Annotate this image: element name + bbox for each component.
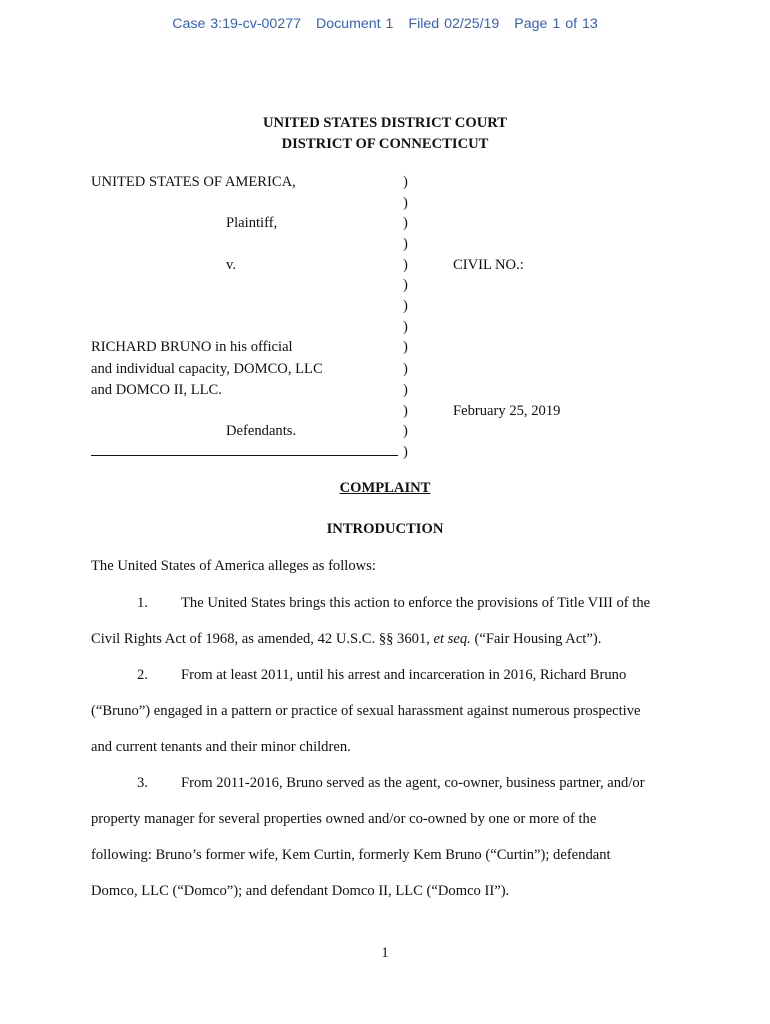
paragraph-3-line-4: Domco, LLC (“Domco”); and defendant Domco II, LLC (“Domco II”). <box>91 883 510 899</box>
caption-paren: ) <box>403 174 408 190</box>
civil-number-label: CIVIL NO.: <box>453 257 524 273</box>
paragraph-1-line-2 <box>91 630 601 648</box>
caption-paren: ) <box>403 257 408 273</box>
court-district: DISTRICT OF CONNECTICUT <box>281 136 489 152</box>
caption-paren: ) <box>403 403 408 419</box>
paragraph-number: 1. <box>137 595 148 611</box>
caption-paren: ) <box>403 277 408 293</box>
paragraph-2-line-3: and current tenants and their minor children. <box>91 739 351 755</box>
caption-paren: ) <box>403 423 408 439</box>
caption-paren: ) <box>403 319 408 335</box>
defendant-role: Defendants. <box>226 423 297 439</box>
caption-paren: ) <box>403 236 408 252</box>
ecf-document-number: Document 1 <box>315 16 394 32</box>
paragraph-1-text-end: (“Fair Housing Act”). <box>470 631 602 647</box>
defendant-line-1: RICHARD BRUNO in his official <box>91 339 293 355</box>
complaint-title <box>0 480 770 497</box>
ecf-case-number: Case 3:19-cv-00277 <box>172 16 301 32</box>
paragraph-number: 3. <box>137 775 148 791</box>
caption-paren: ) <box>403 298 408 314</box>
paragraph-3-line-2: property manager for several properties owned and/or co-owned by one or more of the <box>91 811 597 827</box>
caption-paren: ) <box>403 339 408 355</box>
court-name: UNITED STATES DISTRICT COURT <box>262 115 507 131</box>
caption-paren: ) <box>403 215 408 231</box>
paragraph-number: 2. <box>137 667 148 683</box>
defendant-line-2: and individual capacity, DOMCO, LLC <box>91 361 323 377</box>
et-seq-italic: et seq. <box>433 631 471 647</box>
complaint-title-text: COMPLAINT <box>339 480 431 496</box>
paragraph-2-line-2: (“Bruno”) engaged in a pattern or practice of sexual harassment against numerous prospective <box>91 703 641 719</box>
defendant-line-3: and DOMCO II, LLC. <box>91 382 222 398</box>
paragraph-2-line-1: From at least 2011, until his arrest and incarceration in 2016, Richard Bruno <box>181 667 627 683</box>
ecf-filing-header <box>0 16 770 32</box>
plaintiff-role: Plaintiff, <box>226 215 278 231</box>
ecf-filed-date: Filed 02/25/19 <box>408 16 500 32</box>
caption-paren: ) <box>403 382 408 398</box>
caption-paren: ) <box>403 195 408 211</box>
page-number: 1 <box>381 945 389 961</box>
ecf-page-count: Page 1 of 13 <box>514 16 598 32</box>
caption-paren: ) <box>403 444 408 460</box>
caption-rule <box>91 455 398 456</box>
plaintiff-name: UNITED STATES OF AMERICA, <box>91 174 296 190</box>
paragraph-3-line-3: following: Bruno’s former wife, Kem Curtin, formerly Kem Bruno (“Curtin”); defendant <box>91 847 611 863</box>
introduction-heading: INTRODUCTION <box>326 521 444 537</box>
intro-sentence: The United States of America alleges as follows: <box>91 558 376 574</box>
filing-date: February 25, 2019 <box>453 403 561 419</box>
paragraph-1-line-1: The United States brings this action to enforce the provisions of Title VIII of the <box>181 595 651 611</box>
caption-paren: ) <box>403 361 408 377</box>
paragraph-3-line-1: From 2011-2016, Bruno served as the agent, co-owner, business partner, and/or <box>181 775 645 791</box>
versus-label: v. <box>226 257 236 273</box>
paragraph-1-text: Civil Rights Act of 1968, as amended, 42 U.S.C. §§ 3601, <box>91 631 434 647</box>
